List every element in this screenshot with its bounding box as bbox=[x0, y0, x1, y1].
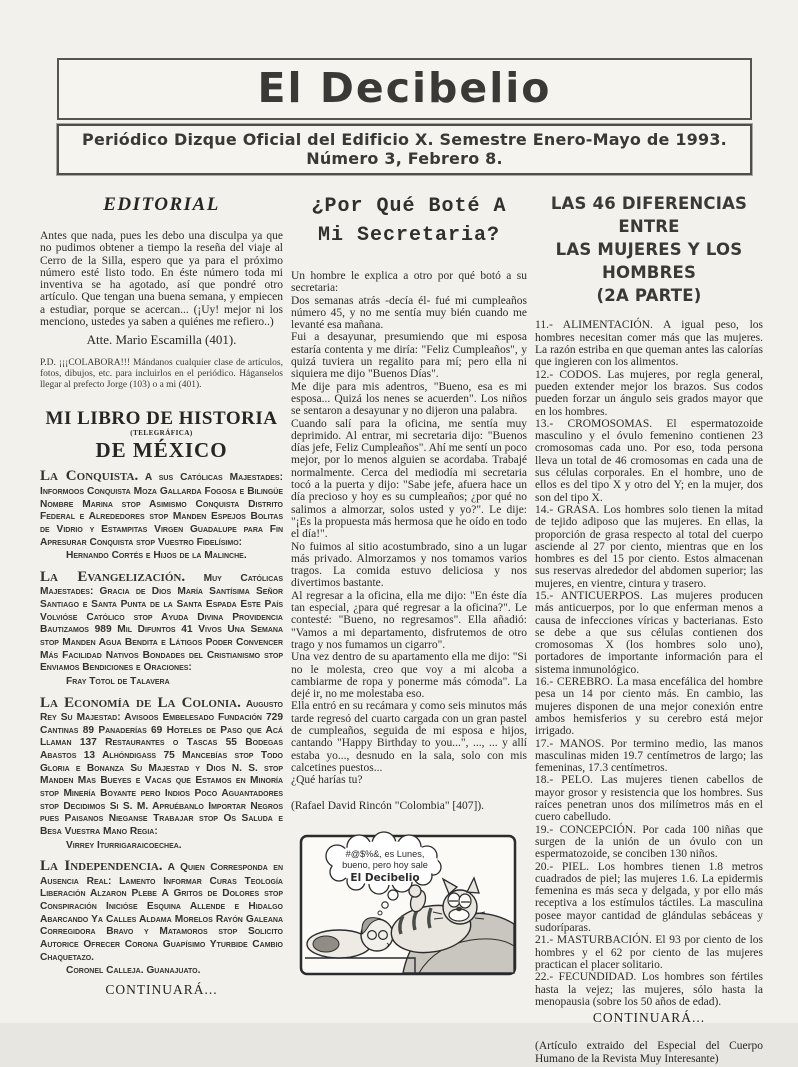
diferencias-heading-line2: LAS MUJERES Y LOS HOMBRES bbox=[555, 240, 743, 283]
diferencias-item: 13.- CROMOSOMAS. El espermatozoide masculino y el óvulo femenino contienen 23 cromosomas cada uno. Por eso, toda persona lleva un total de 46 cromosomas en cada una de sus células corporales. En el hombre, uno de ellos es del tipo X y otro del Y; en la mujer, dos son del tipo X. bbox=[535, 417, 763, 504]
historia-heading-subtitle: (TELEGRÁFICA) bbox=[130, 429, 193, 438]
thought-trail-bubble bbox=[378, 911, 382, 915]
historia-section-signature: Virrey Iturrigaraicoechea. bbox=[66, 839, 182, 851]
historia-section-lead: La Independencia. bbox=[40, 858, 163, 875]
secretaria-heading-line2: Mi Secretaria? bbox=[317, 224, 501, 247]
masthead bbox=[0, 0, 798, 175]
middle-column bbox=[291, 192, 527, 981]
diferencias-item: 18.- PELO. Las mujeres tienen cabellos de mayor grosor y resistencia que los hombres. Sus raíces penetran unos dos milímetros más en el cuero cabelludo. bbox=[535, 774, 763, 824]
diferencias-item: 12.- CODOS. Las mujeres, por regla general, pueden extender mejor los brazos. Sus codos pueden forzar un ángulo seis grados mayor que en los hombres. bbox=[535, 368, 763, 418]
editorial-signature: Atte. Mario Escamilla (401). bbox=[86, 332, 237, 348]
diferencias-item: 14.- GRASA. Los hombres solo tienen la mitad de tejido adiposo que las mujeres. En ellas, la proporción de grasa respecto al total del cuerpo asciende al 27 por ciento, mientras que en los hombres es del 15 por ciento. Estos almacenan sus reservas alrededor del abdomen superior; las mujeres, en vientre, cintura y trasero. bbox=[535, 503, 763, 590]
secretaria-paragraph: Me dije para mis adentros, "Bueno, esa es mi esposa... Quizá los nenes se acuerden". Los niños se sentaron a desayunar y no dijeron una palabra. bbox=[291, 380, 527, 418]
diferencias-item: 16.- CEREBRO. La masa encefálica del hombre pesa un 14 por ciento más. En cambio, las mujeres disponen de una mejor conexión entre ambos hemisferios y su cerebro está mejor irrigado. bbox=[535, 676, 763, 738]
secretaria-paragraph: Al regresar a la oficina, ella me dijo: "En éste día tan especial, ¿para qué regresar a la oficina?". Le contesté: "Bueno, no regresamos". Ella añadió: "Vamos a mi departamento, disfrutemos de otro trago y nos fumamos un cigarro". bbox=[291, 589, 527, 651]
historia-section-body: Augusto Rey Su Majestad: Avisoos Embelesado Fundación 729 Cantinas 89 Panaderías 69 Hoteles de Paso que Acá Llaman 137 Restaurantes o Tascas 55 Bodegas Abastos 13 Alhóndigass 75 Mancebías stop Todo Gloria e Bonanza Su Majestad y Dios N. S. stop Manden Mas Bueyes e Vacas que Estamos en Minoría stop Minería Boyante pero Indios Poco Aguantadores stop Decidimos Si S. M. Apruébanlo Importar Negros pues Paisanos Nieganse Trabajar stop Os Saluda e Besa Vuestra Mano Regia: bbox=[40, 698, 284, 837]
left-column bbox=[40, 192, 283, 998]
content-columns bbox=[0, 175, 798, 1067]
masthead-subtitle-box bbox=[57, 124, 752, 175]
masthead-title-box bbox=[57, 58, 752, 120]
secretaria-paragraph: No fuimos al sitio acostumbrado, sino a un lugar más privado. Almorzamos y nos tomamos varios tragos. La comida estuvo deliciosa y nos divertimos bastante. bbox=[291, 540, 527, 590]
diferencias-heading-line3: (2A PARTE) bbox=[596, 286, 702, 306]
sleeping-man-figure bbox=[361, 918, 393, 951]
historia-section-lead: La Economía de La Colonia. bbox=[40, 694, 241, 711]
historia-section-independencia bbox=[40, 857, 283, 978]
historia-heading-line1: MI LIBRO DE HISTORIA bbox=[45, 408, 278, 430]
diferencias-item: 15.- ANTICUERPOS. Las mujeres producen más anticuerpos, por lo que enferman menos a causa de infecciones víricas y bacterianas. Esto se debe a que sus células contienen dos cromosomas X (los hombres solo uno), portadores de importante información para el sistema inmunológico. bbox=[535, 590, 763, 676]
historia-heading-line2: DE MÉXICO bbox=[95, 438, 228, 463]
diferencias-item: 17.- MANOS. Por termino medio, las manos masculinas miden 19.7 centímetros de largo; las femeninas, 17.3 centímetros. bbox=[535, 737, 763, 775]
bubble-text-line1: #@$%&, es Lunes, bbox=[345, 849, 425, 860]
historia-section-lead: La Evangelización. bbox=[40, 568, 186, 585]
cartoon-panel bbox=[299, 834, 527, 981]
editorial-heading: EDITORIAL bbox=[103, 194, 220, 215]
historia-continuara: CONTINUARÁ... bbox=[105, 981, 218, 997]
secretaria-paragraph: Ella entró en su recámara y como seis minutos más tarde regresó del cuarto cargada con un gran pastel de cumpleaños, seguida de mi esposa e hijos, cantando "Happy Birthday to you...", ..., ... y allí estaba yo..., desnudo en la sala, solo con mis calcetines puestos... bbox=[291, 700, 527, 774]
secretaria-heading bbox=[291, 192, 527, 250]
editorial-postscript: P.D. ¡¡¡COLABORA!!! Mándanos cualquier clase de artículos, fotos, dibujos, etc. para incluirlos en el periódico. Háganselos llegar al prefecto Jorge (103) o a mi (401). bbox=[40, 358, 283, 391]
historia-section-body: A Quien Corresponda en Ausencia Real: Lamento Informar Curas Teología Liberación Alzaron Plebe A Gritos de Dolores stop Conspiración Inicióse Esquina Allende e Hidalgo Abarcando Ya Calles Aldama Morelos Rayón Galeana Corregidora Bravo y Matamoros stop Solicito Autorice Ofrecer Corona Guapísimo Yturbide Cambio Chaquetazo. bbox=[40, 862, 284, 963]
historia-heading bbox=[40, 409, 283, 461]
historia-section-body: A sus Católicas Majestades: Informoos Conquista Moza Gallarda Fogosa e Bilingüe Nombre Marina stop Asimismo Conquista Distrito Federal e Alrededores stop Manden Espejos Bolitas de Vidrio y Estampitas Virgen Guadalupe para Fin Apresurar Conquista stop Vuestro Fidelísimo: bbox=[40, 472, 283, 548]
bubble-text-line3: El Decibelio bbox=[350, 872, 420, 885]
secretaria-attribution: (Rafael David Rincón "Colombia" [407]). bbox=[291, 800, 485, 813]
thought-trail-bubble bbox=[382, 902, 388, 908]
historia-section-signature: Fray Totol de Talavera bbox=[66, 675, 170, 687]
diferencias-item: 20.- PIEL. Los hombres tienen 1.8 metros cuadrados de piel; las mujeres 1.6. La epidermis femenina es más seca y delgada, y por ello más receptiva a los estímulos táctiles. La masculina posee mayor cantidad de glándulas sebáceas y sudoríparas. bbox=[535, 860, 763, 935]
masthead-subtitle: Periódico Dizque Oficial del Edificio X. Semestre Enero-Mayo de 1993. Número 3, Febrero 8. bbox=[82, 130, 727, 168]
bubble-text-line2: bueno, pero hoy sale bbox=[342, 860, 428, 871]
historia-section-body: Muy Católicas Majestades: Gracia de Dios María Santísima Señor Santiago e Santa Punta de la Santa Espada Este País Volvióse Católico stop Ayuda Divina Providencia Bautizamos 989 Mil Difuntos 41 Vivos Una Semana stop Manden Agua Bendita e Látigos Poder Convencer Más Facilidad Nativos Bondades del Cristianismo stop Enviamos Bendiciones e Oraciones: bbox=[40, 572, 283, 674]
secretaria-paragraph: Fui a desayunar, presumiendo que mi esposa estaría contenta y me diría: "Feliz Cumpleaños", y quizá tuviera un regalito para mí; pero ella ni siquiera me dijo "Buenos Días". bbox=[291, 331, 527, 381]
historia-section-evangelizacion bbox=[40, 568, 283, 689]
masthead-title: El Decibelio bbox=[257, 64, 552, 112]
historia-section-economia bbox=[40, 694, 283, 853]
cartoon-illustration bbox=[299, 834, 517, 976]
diferencias-source: (Artículo extraido del Especial del Cuerpo Humano de la Revista Muy Interesante) bbox=[535, 1040, 763, 1066]
historia-section-conquista bbox=[40, 467, 283, 562]
diferencias-heading bbox=[535, 192, 763, 307]
secretaria-heading-line1: ¿Por Qué Boté A bbox=[311, 195, 507, 218]
diferencias-item: 21.- MASTURBACIÓN. El 93 por ciento de los hombres y el 62 por ciento de las mujeres practican el placer solitario. bbox=[535, 934, 763, 971]
diferencias-item: 11.- ALIMENTACIÓN. A igual peso, los hombres necesitan comer más que las mujeres. La razón estriba en que queman antes las calorías que ingieren con los alimentos. bbox=[535, 319, 763, 369]
diferencias-continuara: CONTINUARÁ... bbox=[592, 1010, 706, 1026]
secretaria-paragraph: Un hombre le explica a otro por qué botó a su secretaria: bbox=[291, 270, 527, 295]
diferencias-heading-line1: LAS 46 DIFERENCIAS ENTRE bbox=[550, 194, 748, 237]
secretaria-paragraph: Una vez dentro de su apartamento ella me dijo: "Si no le molesta, creo que voy a mi alcoba a cambiarme de ropa y ponerme más cómoda". La dejé ir, no me molestaba eso. bbox=[291, 651, 527, 701]
diferencias-item: 22.- FECUNDIDAD. Los hombres son fértiles hasta la vejez; las mujeres, sólo hasta la menopausia (sobre los 50 años de edad). bbox=[535, 971, 763, 1008]
historia-section-lead: La Conquista. bbox=[40, 468, 139, 485]
right-column bbox=[535, 192, 763, 1067]
secretaria-paragraph: ¿Qué harías tu? bbox=[291, 774, 363, 787]
secretaria-paragraph: Dos semanas atrás -decía él- fué mi cumpleaños número 45, y no me sentía muy bién cuando me levanté esa mañana. bbox=[291, 294, 527, 332]
editorial-body-text: Antes que nada, pues les debo una disculpa ya que no pudimos obtener a tiempo la reseña del viaje al Cerro de la Silla, espero que ya para el próximo número esté listo todo. En éste número toda mi inventiva se ha agotado, así que pondré otro artículo. Que tengan una buena semana, y empiecen a estudiar, porque se acercan... (¡Uy! mejor ni los menciono, ustedes ya saben a quiénes me refiero..) bbox=[40, 230, 283, 329]
secretaria-paragraph: Cuando salí para la oficina, me sentía muy deprimido. Al entrar, mi secretaria dijo: "Buenos días jefe, Feliz Cumpleaños". Ahí me sentí un poco mejor, por lo menos alguien se acordaba. Trabajé normalmente. Cerca del mediodía mi secretaria tocó a la puerta y dijo: "Sabe jefe, afuera hace un día precioso y hoy es su cumpleaños; ¿por qué no salimos a almorzar, solos usted y yo?". Le dije: "¡Es la propuesta más hermosa que he oído en todo el día!". bbox=[291, 417, 527, 541]
diferencias-item: 19.- CONCEPCIÓN. Por cada 100 niñas que surgen de la unión de un óvulo con un espermatozoide, se conciben 130 niños. bbox=[535, 823, 763, 861]
historia-section-signature: Coronel Calleja. Guanajuato. bbox=[66, 965, 201, 977]
historia-section-signature: Hernando Cortés e Hijos de la Malinche. bbox=[66, 550, 247, 562]
thought-trail-bubble bbox=[388, 890, 398, 900]
